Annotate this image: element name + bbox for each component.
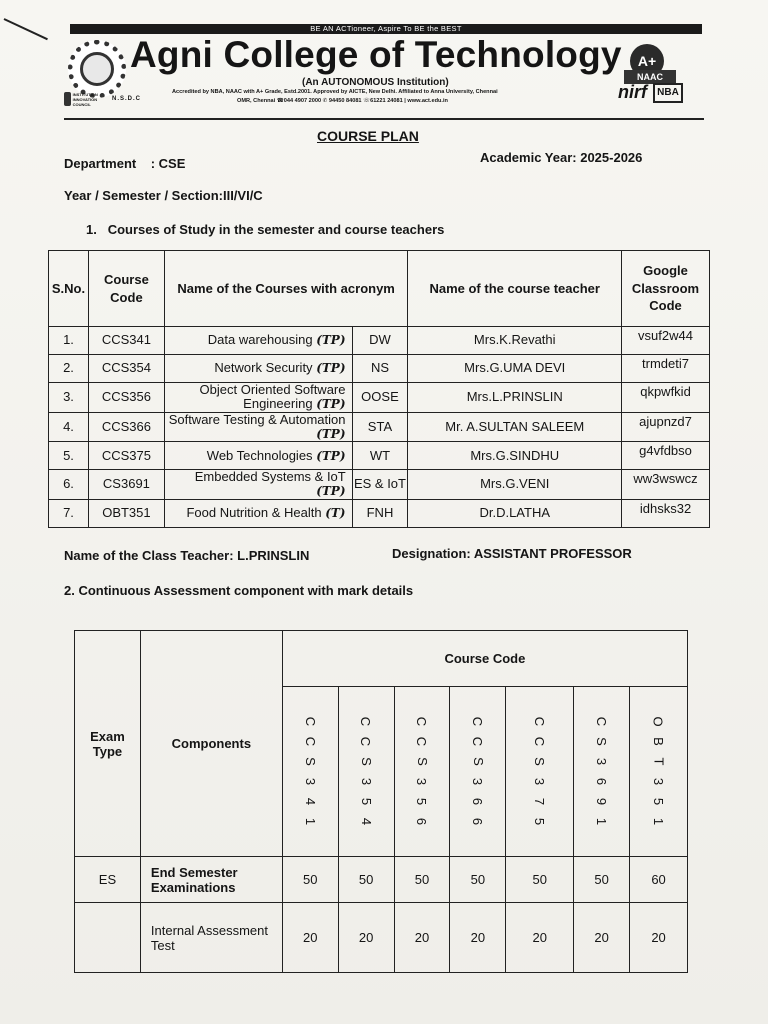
cell-course-code: CCS354 bbox=[88, 355, 164, 383]
cell-mark: 20 bbox=[338, 903, 394, 973]
cell-course-code: OBT351 bbox=[88, 499, 164, 527]
handwritten-tag: (TP) bbox=[316, 333, 346, 348]
course-code-column-header bbox=[506, 687, 574, 857]
course-name-text: Data warehousing bbox=[207, 332, 313, 348]
table-row bbox=[75, 903, 688, 973]
courses-table bbox=[48, 250, 710, 528]
cell-mark: 20 bbox=[394, 903, 450, 973]
handwritten-tag: (T) bbox=[325, 506, 346, 521]
designation: Designation: ASSISTANT PROFESSOR bbox=[392, 546, 632, 561]
assessment-header-row bbox=[75, 631, 688, 687]
accreditation-line: Accredited by NBA, NAAC with A+ Grade, Estd.2001. Approved by AICTE, New Delhi. Affiliated to Anna University, Chennai bbox=[172, 89, 498, 95]
cell-classroom-code: idhsks32 bbox=[622, 499, 710, 527]
autonomous-line: (An AUTONOMOUS Institution) bbox=[302, 77, 449, 88]
cell-mark: 50 bbox=[506, 857, 574, 903]
cell-mark: 20 bbox=[282, 903, 338, 973]
vertical-course-code: O B T 3 5 1 bbox=[651, 716, 667, 826]
cell-mark: 20 bbox=[630, 903, 688, 973]
nba-logo: NBA bbox=[653, 83, 683, 103]
header-course-code: Course Code bbox=[88, 251, 164, 327]
cell-classroom-code: ajupnzd7 bbox=[622, 412, 710, 442]
table-row bbox=[75, 857, 688, 903]
course-code-column-header bbox=[630, 687, 688, 857]
course-name-text: Network Security bbox=[214, 360, 313, 376]
section-1-heading bbox=[86, 222, 444, 237]
contact-line: OMR, Chennai ☎044 4907 2000 ✆ 94450 84081 ☏61221 24081 | www.act.edu.in bbox=[237, 98, 448, 104]
cell-teacher: Mrs.K.Revathi bbox=[408, 327, 622, 355]
department-value: : CSE bbox=[150, 156, 186, 171]
motto-text: BE AN ACTioneer, Aspire To BE the BEST bbox=[304, 24, 467, 33]
course-code-column-header bbox=[394, 687, 450, 857]
cell-course-name bbox=[164, 355, 352, 383]
vertical-course-code: C C S 3 4 1 bbox=[302, 716, 318, 826]
course-code-column-header bbox=[450, 687, 506, 857]
cell-classroom-code: qkpwfkid bbox=[622, 383, 710, 413]
class-teacher: Name of the Class Teacher: L.PRINSLIN bbox=[64, 548, 310, 563]
cell-acronym: ES & IoT bbox=[352, 470, 408, 500]
nirf-logo: nirf bbox=[618, 82, 647, 102]
section-1-title: Courses of Study in the semester and course teachers bbox=[107, 222, 445, 237]
vertical-course-code: C C S 3 5 6 bbox=[414, 716, 430, 826]
section-2-heading: 2. Continuous Assessment component with mark details bbox=[64, 583, 414, 598]
letterhead bbox=[62, 22, 702, 120]
cell-mark: 20 bbox=[574, 903, 630, 973]
course-name-text: Web Technologies bbox=[206, 447, 313, 463]
cell-exam-type: ES bbox=[75, 857, 141, 903]
cell-classroom-code: g4vfdbso bbox=[622, 442, 710, 470]
vertical-course-code: C S 3 6 9 1 bbox=[594, 716, 610, 826]
cell-exam-type bbox=[75, 903, 141, 973]
exam-type-header: Exam Type bbox=[75, 631, 141, 857]
cell-mark: 60 bbox=[630, 857, 688, 903]
cell-course-code: CCS366 bbox=[88, 412, 164, 442]
cell-teacher: Mrs.G.VENI bbox=[408, 470, 622, 500]
year-semester-section: Year / Semester / Section:III/VI/C bbox=[64, 188, 263, 203]
pen-mark bbox=[4, 18, 48, 40]
cell-classroom-code: ww3wswcz bbox=[622, 470, 710, 500]
vertical-course-code: C C S 3 7 5 bbox=[532, 716, 548, 826]
handwritten-tag: (TP) bbox=[316, 361, 346, 376]
course-name-text: Object Oriented Software Engineering bbox=[199, 382, 346, 412]
academic-year: Academic Year: 2025-2026 bbox=[480, 150, 643, 165]
motto-banner bbox=[70, 24, 702, 34]
cell-acronym: WT bbox=[352, 442, 408, 470]
handwritten-tag: (TP) bbox=[316, 426, 346, 441]
table-row bbox=[49, 470, 710, 500]
components-header: Components bbox=[140, 631, 282, 857]
cell-acronym: OOSE bbox=[352, 383, 408, 413]
handwritten-tag: (TP) bbox=[316, 397, 346, 412]
table-row bbox=[49, 442, 710, 470]
cell-component: Internal Assessment Test bbox=[140, 903, 282, 973]
cell-teacher: Mr. A.SULTAN SALEEM bbox=[408, 412, 622, 442]
cell-classroom-code: trmdeti7 bbox=[622, 355, 710, 383]
cell-mark: 50 bbox=[394, 857, 450, 903]
cell-course-name bbox=[164, 327, 352, 355]
handwritten-tag: (TP) bbox=[316, 484, 346, 499]
cell-mark: 50 bbox=[574, 857, 630, 903]
cell-mark: 50 bbox=[338, 857, 394, 903]
cell-course-code: CCS375 bbox=[88, 442, 164, 470]
cell-course-name bbox=[164, 442, 352, 470]
cell-course-code: CS3691 bbox=[88, 470, 164, 500]
cell-teacher: Mrs.G.UMA DEVI bbox=[408, 355, 622, 383]
cell-sno: 5. bbox=[49, 442, 89, 470]
cell-course-code: CCS341 bbox=[88, 327, 164, 355]
nsdc-logo: N.S.D.C bbox=[112, 96, 142, 102]
page-title: COURSE PLAN bbox=[317, 128, 419, 144]
cell-sno: 2. bbox=[49, 355, 89, 383]
cell-mark: 20 bbox=[506, 903, 574, 973]
table-row bbox=[49, 499, 710, 527]
header-course-name: Name of the Courses with acronym bbox=[164, 251, 408, 327]
naac-label: NAAC bbox=[624, 70, 676, 84]
course-code-column-header bbox=[574, 687, 630, 857]
table-row bbox=[49, 412, 710, 442]
cell-sno: 7. bbox=[49, 499, 89, 527]
course-code-column-header bbox=[282, 687, 338, 857]
left-logos bbox=[64, 90, 174, 110]
cell-teacher: Dr.D.LATHA bbox=[408, 499, 622, 527]
cell-course-name bbox=[164, 470, 352, 500]
cell-acronym: FNH bbox=[352, 499, 408, 527]
table-header-row bbox=[49, 251, 710, 327]
cell-sno: 1. bbox=[49, 327, 89, 355]
cell-sno: 6. bbox=[49, 470, 89, 500]
course-code-column-header bbox=[338, 687, 394, 857]
cell-teacher: Mrs.G.SINDHU bbox=[408, 442, 622, 470]
cell-acronym: DW bbox=[352, 327, 408, 355]
college-name: Agni College of Technology bbox=[130, 34, 622, 75]
header-classroom-code: Google Classroom Code bbox=[622, 251, 710, 327]
handwritten-tag: (TP) bbox=[316, 448, 346, 463]
course-name-text: Food Nutrition & Health bbox=[186, 505, 322, 521]
cell-acronym: STA bbox=[352, 412, 408, 442]
department bbox=[64, 156, 185, 171]
iic-logo-icon bbox=[64, 90, 106, 108]
cell-mark: 20 bbox=[450, 903, 506, 973]
vertical-course-code: C C S 3 5 4 bbox=[358, 716, 374, 826]
cell-sno: 3. bbox=[49, 383, 89, 413]
course-code-header: Course Code bbox=[282, 631, 687, 687]
section-1-number: 1. bbox=[86, 222, 97, 237]
right-logos bbox=[618, 82, 683, 103]
cell-mark: 50 bbox=[450, 857, 506, 903]
vertical-course-code: C C S 3 6 6 bbox=[470, 716, 486, 826]
cell-classroom-code: vsuf2w44 bbox=[622, 327, 710, 355]
cell-course-name bbox=[164, 383, 352, 413]
cell-acronym: NS bbox=[352, 355, 408, 383]
cell-course-code: CCS356 bbox=[88, 383, 164, 413]
table-row bbox=[49, 383, 710, 413]
header-teacher: Name of the course teacher bbox=[408, 251, 622, 327]
table-row bbox=[49, 355, 710, 383]
cell-component: End Semester Examinations bbox=[140, 857, 282, 903]
iic-logo-text: INSTITUTION INNOVATION COUNCIL bbox=[72, 91, 98, 107]
table-row bbox=[49, 327, 710, 355]
course-name-text: Software Testing & Automation bbox=[168, 411, 346, 427]
department-label: Department bbox=[64, 156, 137, 171]
naac-grade: A+ bbox=[630, 44, 664, 78]
header-sno: S.No. bbox=[49, 251, 89, 327]
course-name-text: Embedded Systems & IoT bbox=[194, 469, 346, 485]
cell-sno: 4. bbox=[49, 412, 89, 442]
cell-course-name bbox=[164, 499, 352, 527]
header-divider bbox=[64, 118, 704, 120]
cell-course-name bbox=[164, 412, 352, 442]
assessment-table bbox=[74, 630, 688, 973]
cell-teacher: Mrs.L.PRINSLIN bbox=[408, 383, 622, 413]
cell-mark: 50 bbox=[282, 857, 338, 903]
